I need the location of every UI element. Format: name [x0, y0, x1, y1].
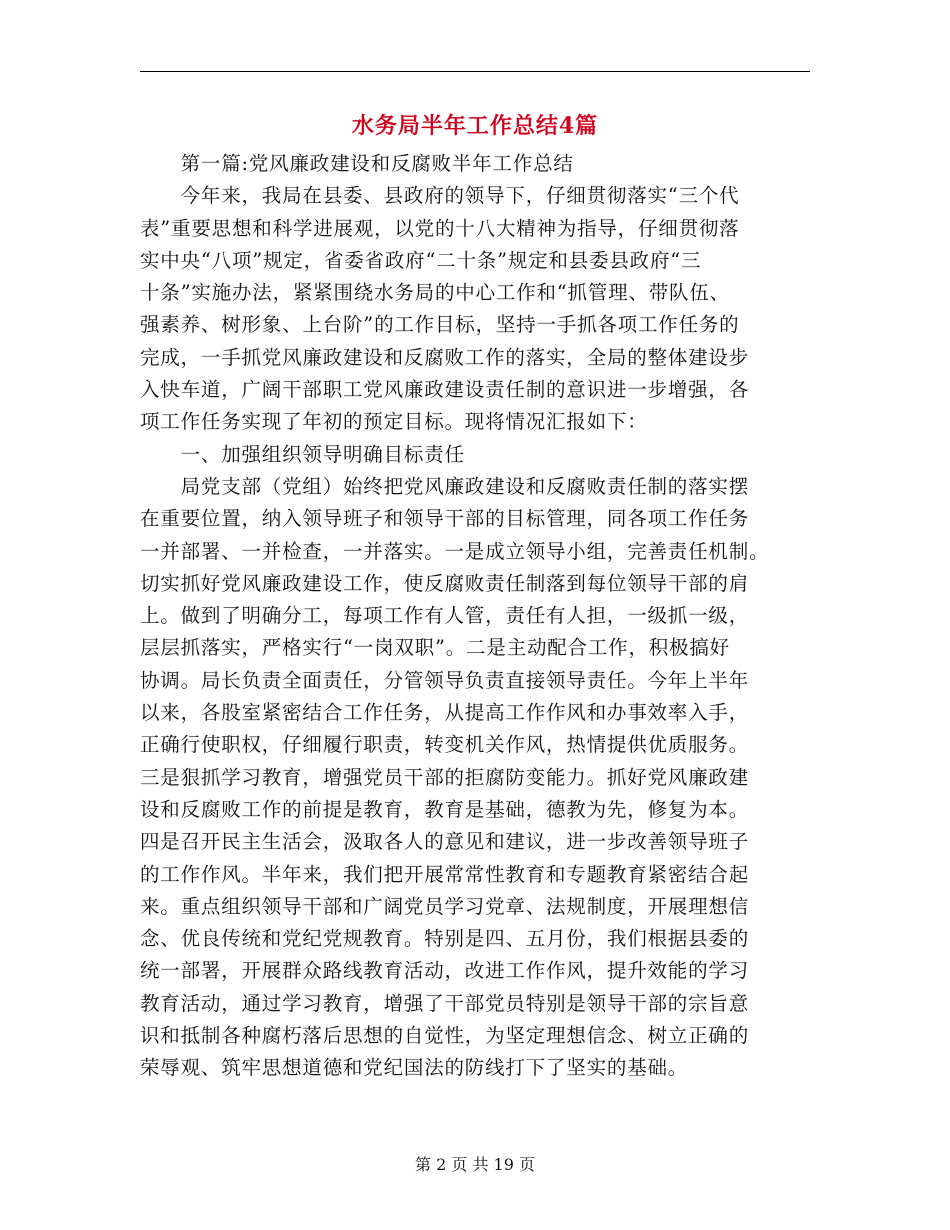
paragraph-line: 教育活动，通过学习教育，增强了干部党员特别是领导干部的宗旨意 [140, 991, 750, 1015]
document-title: 水务局半年工作总结4篇 [351, 113, 599, 139]
document-body [140, 148, 812, 1085]
paragraph-line: 一并部署、一并检查，一并落实。一是成立领导小组，完善责任机制。 [140, 539, 770, 563]
paragraph-line: 统一部署，开展群众路线教育活动，改进工作作风，提升效能的学习 [140, 959, 750, 983]
paragraph-line: 十条”实施办法，紧紧围绕水务局的中心工作和“抓管理、带队伍、 [140, 281, 730, 305]
paragraph-line: 层层抓落实，严格实行“一岗双职”。二是主动配合工作，积极搞好 [140, 636, 730, 660]
paragraph-line: 实中央“八项”规定，省委省政府“二十条”规定和县委县政府“三 [140, 248, 702, 272]
paragraph-line: 表”重要思想和科学进展观，以党的十八大精神为指导，仔细贯彻落 [140, 216, 740, 240]
page-number: 第 2 页 共 19 页 [415, 1155, 535, 1174]
paragraph-line: 今年来，我局在县委、县政府的领导下，仔细贯彻落实“三个代 [140, 184, 740, 208]
paragraph-line: 强素养、树形象、上台阶”的工作目标，坚持一手抓各项工作任务的 [140, 313, 740, 337]
paragraph-line: 的工作作风。半年来，我们把开展常常性教育和专题教育紧密结合起 [140, 862, 750, 886]
paragraph-line: 在重要位置，纳入领导班子和领导干部的目标管理，同各项工作任务 [140, 507, 750, 531]
paragraph-line: 项工作任务实现了年初的预定目标。现将情况汇报如下： [140, 410, 648, 434]
paragraph-line: 上。做到了明确分工，每项工作有人管，责任有人担，一级抓一级， [140, 604, 750, 628]
paragraph-line: 局党支部（党组）始终把党风廉政建设和反腐败责任制的落实摆 [140, 474, 750, 498]
paragraph-line: 第一篇:党风廉政建设和反腐败半年工作总结 [140, 152, 574, 175]
paragraph-line: 四是召开民主生活会，汲取各人的意见和建议，进一步改善领导班子 [140, 830, 750, 854]
paragraph-line: 协调。局长负责全面责任，分管领导负责直接领导责任。今年上半年 [140, 668, 750, 692]
paragraph-line: 入快车道，广阔干部职工党风廉政建设责任制的意识进一步增强，各 [140, 378, 750, 402]
paragraph-line: 设和反腐败工作的前提是教育，教育是基础，德教为先，修复为本。 [140, 797, 750, 821]
paragraph-line: 识和抵制各种腐朽落后思想的自觉性，为坚定理想信念、树立正确的 [140, 1024, 750, 1048]
paragraph-line: 来。重点组织领导干部和广阔党员学习党章、法规制度，开展理想信 [140, 894, 750, 918]
paragraph-line: 念、优良传统和党纪党规教育。特别是四、五月份，我们根据县委的 [140, 927, 750, 951]
paragraph-line: 正确行使职权，仔细履行职责，转变机关作风，热情提供优质服务。 [140, 733, 750, 757]
paragraph-line: 以来，各股室紧密结合工作任务，从提高工作作风和办事效率入手， [140, 701, 750, 725]
paragraph-line: 一、加强组织领导明确目标责任 [140, 442, 465, 466]
paragraph-line: 切实抓好党风廉政建设工作，使反腐败责任制落到每位领导干部的肩 [140, 571, 750, 595]
paragraph-line: 完成，一手抓党风廉政建设和反腐败工作的落实，全局的整体建设步 [140, 345, 750, 369]
paragraph-line: 荣辱观、筑牢思想道德和党纪国法的防线打下了坚实的基础。 [140, 1056, 689, 1080]
header-rule [140, 71, 810, 72]
paragraph-line: 三是狠抓学习教育，增强党员干部的拒腐防变能力。抓好党风廉政建 [140, 765, 750, 789]
